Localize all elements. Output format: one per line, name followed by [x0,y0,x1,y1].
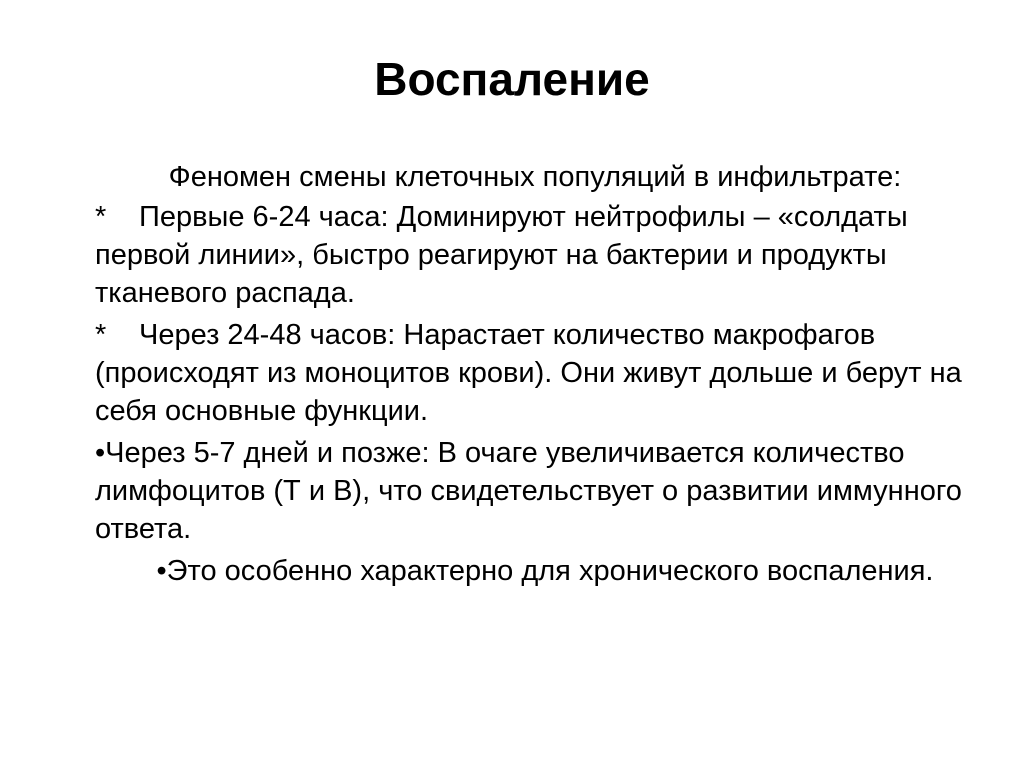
slide-title: Воспаление [374,53,650,105]
list-item-macrophages [95,316,995,430]
slide-body [95,158,995,594]
list-item-text: Первые 6-24 часа: Доминируют нейтрофилы – «солдаты первой линии», быстро реагируют на бактерии и продукты тканевого распада. [95,201,908,309]
asterisk-bullet: * [95,201,107,233]
list-item-neutrophils [95,198,995,312]
list-item-text: Через 24-48 часов: Нарастает количество макрофагов (происходят из моноцитов крови). Они живут дольше и берут на себя основные функции. [95,319,962,427]
dot-bullet: • [95,437,106,469]
conclusion-text: Это особенно характерно для хронического воспаления. [166,555,934,587]
dot-bullet: • [156,555,167,587]
asterisk-bullet: * [95,319,107,351]
intro-text: Феномен смены клеточных популяций в инфильтрате: [168,161,902,193]
list-item-lymphocytes [95,434,995,548]
conclusion [95,552,995,590]
list-item-text: Через 5-7 дней и позже: В очаге увеличивается количество лимфоцитов (Т и В), что свидетельствует о развитии иммунного ответа. [95,437,962,545]
